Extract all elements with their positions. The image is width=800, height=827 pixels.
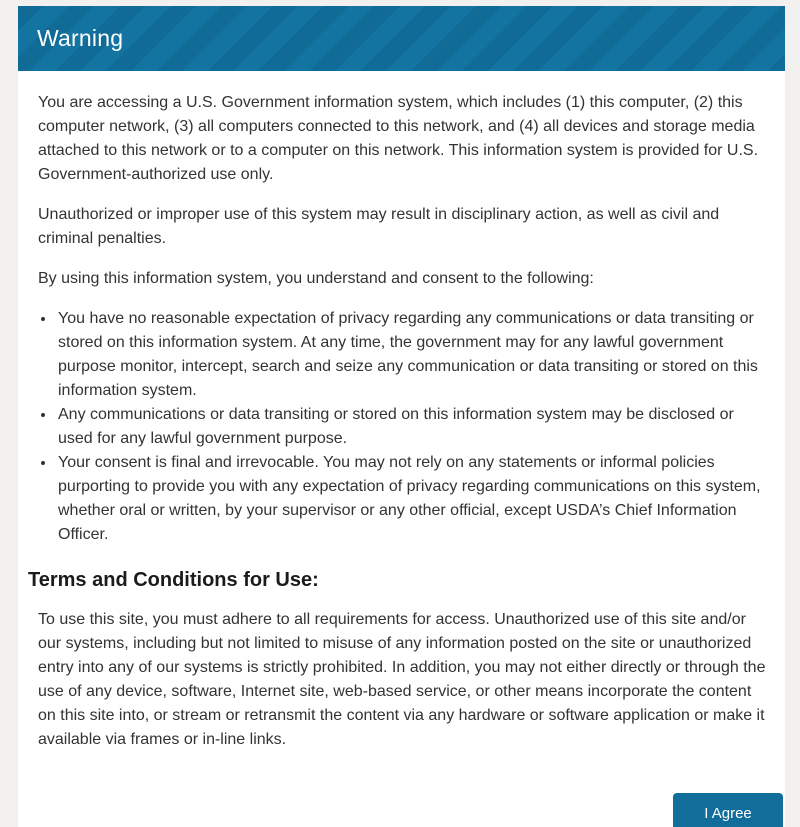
warning-title: Warning: [37, 25, 124, 51]
paragraph-penalties: Unauthorized or improper use of this system may result in disciplinary action, as well as civil and criminal penalties.: [38, 206, 720, 247]
bullet-privacy-expectation: • You have no reasonable expectation of privacy regarding any communications or data transiting or stored on this information system. At any time, the government may for any lawful government purpose monitor, intercept, search and seize any communication or data transiting or stored on this information system.: [56, 307, 770, 403]
terms-heading: Terms and Conditions for Use:: [28, 569, 319, 591]
paragraph-consent-intro: By using this information system, you understand and consent to the following:: [38, 270, 594, 287]
warning-text-block: [28, 91, 783, 752]
button-row: [28, 793, 783, 827]
warning-content: [18, 71, 785, 827]
agree-button[interactable]: I Agree: [673, 793, 783, 827]
warning-header: [18, 6, 785, 71]
warning-dialog: [18, 6, 785, 827]
consent-bullet-list: [28, 307, 770, 547]
paragraph-terms-body: To use this site, you must adhere to all requirements for access. Unauthorized use of this site and/or our systems, including but not limited to misuse of any information posted on the site or unauthorized entry into any of our systems is strictly prohibited. In addition, you may not either directly or through the use of any device, software, Internet site, web-based service, or other means incorporate the content on this site into, or stream or retransmit the content via any hardware or software application or make it available via frames or in-line links.: [38, 611, 766, 748]
bullet-consent-final: • Your consent is final and irrevocable. You may not rely on any statements or informal policies purporting to provide you with any expectation of privacy regarding communications on this system, whether oral or written, by your supervisor or any other official, except USDA’s Chief Information Officer.: [56, 451, 770, 547]
paragraph-system-access: You are accessing a U.S. Government information system, which includes (1) this computer, (2) this computer network, (3) all computers connected to this network, and (4) all devices and storage media attached to this network or to a computer on this network. This information system is provided for U.S. Government-authorized use only.: [38, 94, 759, 183]
bullet-disclosure: • Any communications or data transiting or stored on this information system may be disclosed or used for any lawful government purpose.: [56, 403, 770, 451]
